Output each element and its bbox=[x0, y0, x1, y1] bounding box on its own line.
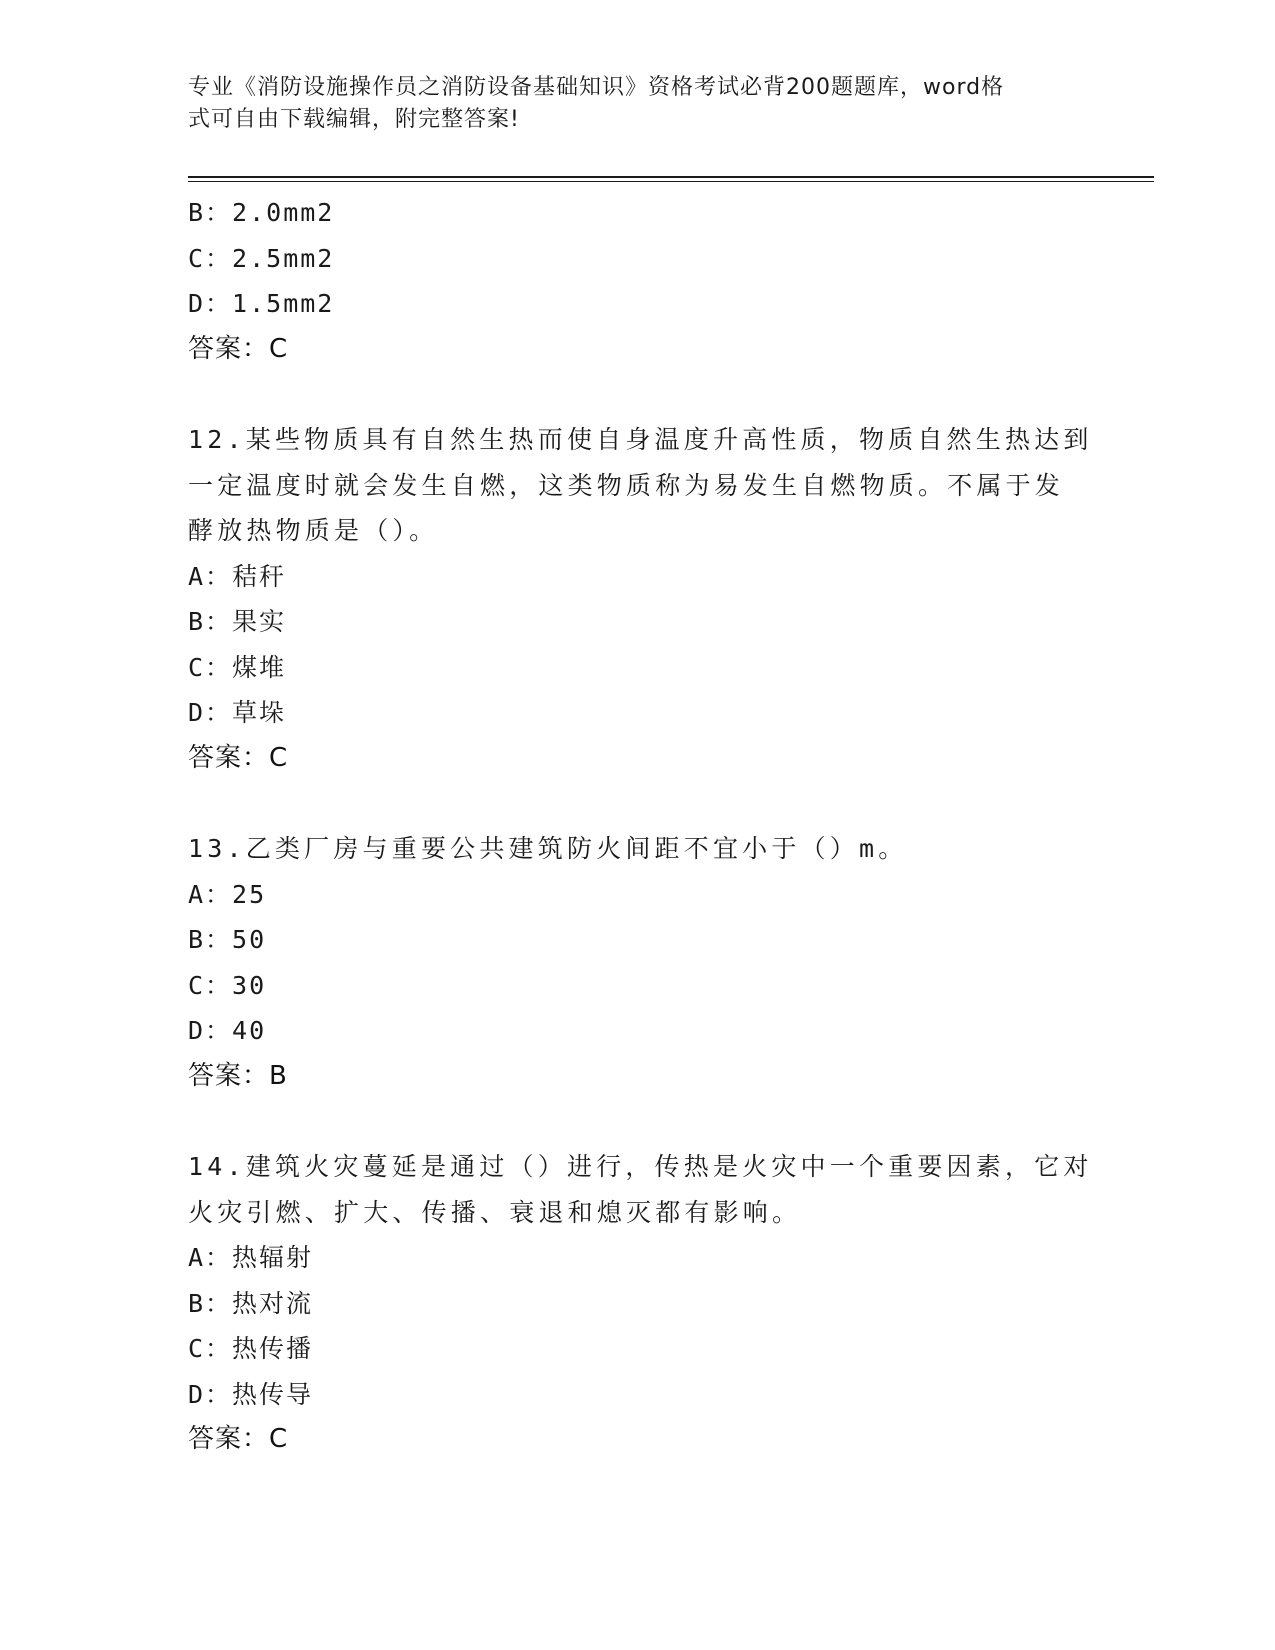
partial-question-11 bbox=[188, 190, 1088, 372]
option-d: D：1.5mm2 bbox=[188, 289, 335, 318]
option-a: A：25 bbox=[188, 879, 267, 909]
question-text-line: 14.建筑火灾蔓延是通过（）进行，传热是火灾中一个重要因素，它对 bbox=[188, 1152, 1093, 1181]
option-c: C：2.5mm2 bbox=[188, 243, 335, 273]
question-text-line: 火灾引燃、扩大、传播、衰退和熄灭都有影响。 bbox=[188, 1197, 802, 1227]
option-b: B：果实 bbox=[188, 607, 287, 636]
option-b: B：50 bbox=[188, 925, 267, 954]
answer-line: 答案：C bbox=[188, 742, 289, 773]
question-list bbox=[188, 190, 1093, 1463]
header-line-2: 式可自由下载编辑，附完整答案! bbox=[188, 107, 520, 132]
option-a: A：秸秆 bbox=[188, 561, 287, 591]
option-d: D：热传导 bbox=[188, 1379, 314, 1409]
question-text-line: 酵放热物质是（）。 bbox=[188, 516, 439, 545]
option-a: A：热辐射 bbox=[188, 1243, 314, 1272]
option-c: C：30 bbox=[188, 970, 267, 1000]
answer-line: 答案：C bbox=[188, 333, 289, 364]
header-divider-thick bbox=[188, 176, 1154, 178]
document-header bbox=[188, 72, 1068, 136]
question-text-line: 13.乙类厂房与重要公共建筑防火间距不宜小于（）m。 bbox=[188, 834, 908, 863]
answer-line: 答案：C bbox=[188, 1424, 289, 1454]
header-line-1: 专业《消防设施操作员之消防设备基础知识》资格考试必背200题题库，word格 bbox=[188, 75, 1005, 100]
option-c: C：煤堆 bbox=[188, 652, 287, 682]
option-c: C：热传播 bbox=[188, 1334, 314, 1363]
answer-line: 答案：B bbox=[188, 1060, 288, 1091]
header-divider-thin bbox=[188, 181, 1154, 182]
option-b: B：2.0mm2 bbox=[188, 198, 335, 227]
question-text-line: 一定温度时就会发生自燃，这类物质称为易发生自燃物质。不属于发 bbox=[188, 470, 1065, 500]
question-text-line: 12.某些物质具有自然生热而使自身温度升高性质，物质自然生热达到 bbox=[188, 425, 1093, 454]
option-d: D：草垛 bbox=[188, 698, 287, 727]
option-d: D：40 bbox=[188, 1016, 267, 1045]
question-14 bbox=[188, 1144, 1093, 1463]
question-12 bbox=[188, 417, 1093, 781]
question-13 bbox=[188, 826, 1088, 1099]
option-b: B：热对流 bbox=[188, 1288, 314, 1318]
